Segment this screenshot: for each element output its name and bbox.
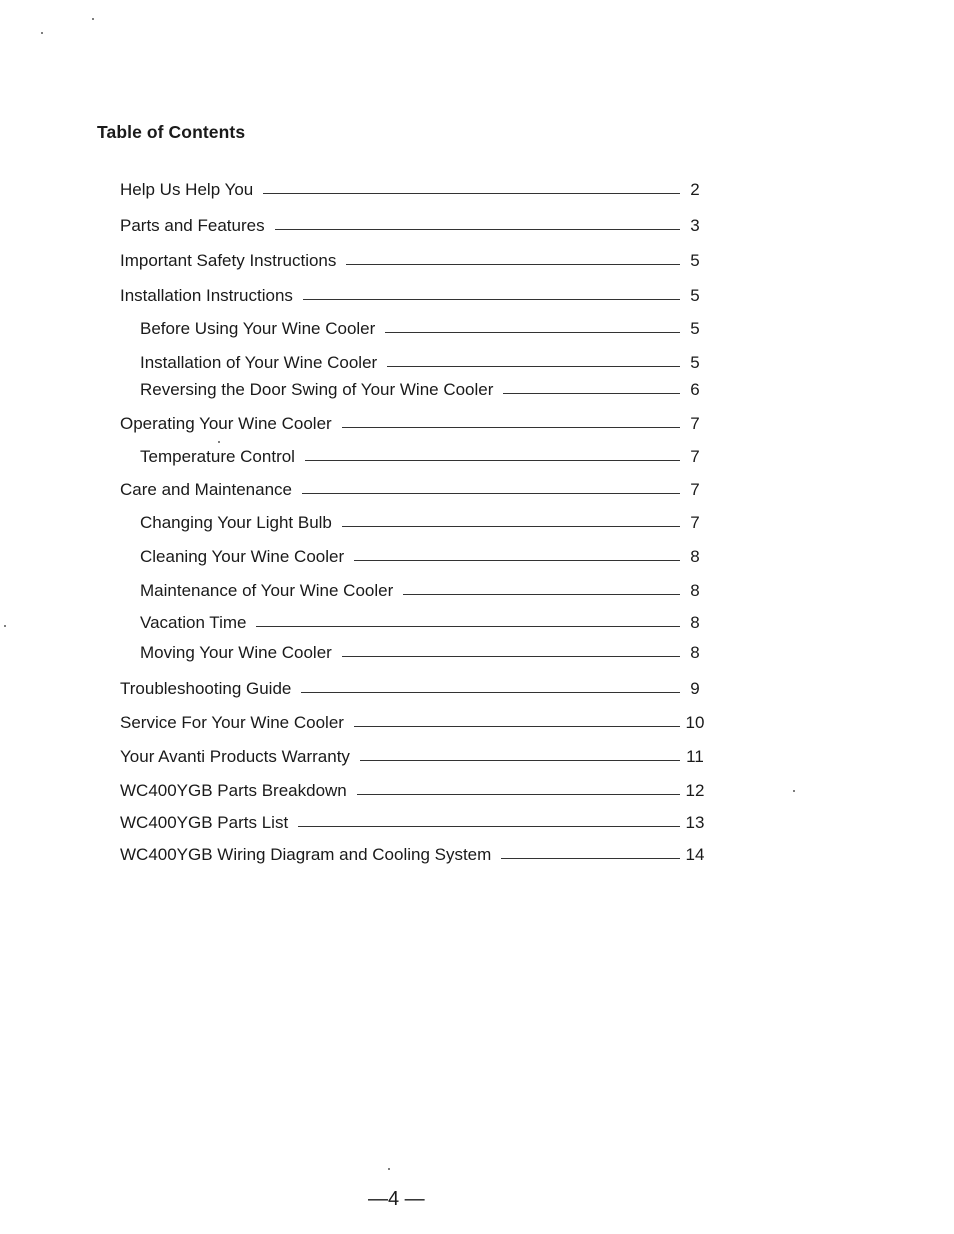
toc-entry-title: Maintenance of Your Wine Cooler <box>140 581 394 600</box>
toc-entry-title: Installation of Your Wine Cooler <box>140 353 378 372</box>
toc-subentry <box>140 509 710 533</box>
leader-line <box>385 332 680 333</box>
leader-line <box>342 656 680 657</box>
toc-entry <box>120 476 710 500</box>
toc-entry-title: Vacation Time <box>140 613 247 632</box>
leader-line <box>342 526 680 527</box>
toc-entry <box>120 410 710 434</box>
leader-line <box>305 460 680 461</box>
toc-entry-title: Operating Your Wine Cooler <box>120 414 332 433</box>
toc-entry-title: Parts and Features <box>120 216 265 235</box>
toc-entry-page: 5 <box>690 286 700 305</box>
toc-entry <box>120 212 710 236</box>
toc-subentry <box>140 349 710 373</box>
leader-line <box>387 366 680 367</box>
toc-entry-page: 3 <box>690 216 700 235</box>
toc-entry-page: 5 <box>690 251 700 270</box>
scan-speck <box>388 1168 390 1170</box>
toc-entry <box>120 777 710 801</box>
leader-line <box>256 626 680 627</box>
scan-speck <box>793 790 795 792</box>
toc-entry-page: 12 <box>685 781 705 800</box>
toc-entry-title: Troubleshooting Guide <box>120 679 292 698</box>
toc-entry-title: WC400YGB Wiring Diagram and Cooling System <box>120 845 492 864</box>
page-title: Table of Contents <box>97 122 246 142</box>
toc-subentry <box>140 609 710 633</box>
toc-entry-title: Care and Maintenance <box>120 480 293 499</box>
toc-entry-title: Cleaning Your Wine Cooler <box>140 547 345 566</box>
toc-entry-title: Service For Your Wine Cooler <box>120 713 344 732</box>
toc-entry <box>120 809 710 833</box>
scan-speck <box>218 441 220 443</box>
leader-line <box>298 826 680 827</box>
leader-line <box>501 858 680 859</box>
toc-entry-title: Installation Instructions <box>120 286 293 305</box>
toc-subentry <box>140 315 710 339</box>
toc-entry-title: Temperature Control <box>140 447 295 466</box>
toc-entry-page: 7 <box>690 414 700 433</box>
page-number: —4 — <box>368 1188 425 1210</box>
toc-entry-page: 2 <box>690 180 700 199</box>
toc-entry-title: WC400YGB Parts List <box>120 813 289 832</box>
toc-entry-page: 11 <box>686 747 704 766</box>
toc-entry <box>120 282 710 306</box>
leader-line <box>357 794 680 795</box>
toc-entry-title: Important Safety Instructions <box>120 251 337 270</box>
toc-subentry <box>140 577 710 601</box>
toc-entry-page: 8 <box>690 643 700 662</box>
toc-entry-page: 6 <box>690 380 700 399</box>
leader-line <box>342 427 680 428</box>
scan-speck <box>4 625 6 627</box>
toc-subentry <box>140 639 710 663</box>
toc-entry-page: 8 <box>690 547 700 566</box>
leader-line <box>263 193 680 194</box>
toc-entry-page: 7 <box>690 513 700 532</box>
toc-entry-page: 14 <box>685 845 705 864</box>
toc-entry-page: 13 <box>685 813 705 832</box>
leader-line <box>275 229 680 230</box>
toc-entry <box>120 675 710 699</box>
toc-entry-title: Your Avanti Products Warranty <box>120 747 350 766</box>
toc-entry <box>120 176 710 200</box>
leader-line <box>403 594 680 595</box>
toc-entry-page: 8 <box>690 613 700 632</box>
toc-entry-title: Help Us Help You <box>120 180 254 199</box>
leader-line <box>503 393 680 394</box>
leader-line <box>303 299 680 300</box>
scan-speck <box>92 18 94 20</box>
toc-entry-title: Reversing the Door Swing of Your Wine Cooler <box>140 380 494 399</box>
toc-entry-title: Moving Your Wine Cooler <box>140 643 332 662</box>
toc-entry-page: 7 <box>690 480 700 499</box>
toc-entry-page: 5 <box>690 319 700 338</box>
toc-entry-page: 9 <box>690 679 700 698</box>
leader-line <box>354 726 680 727</box>
toc-entry-title: WC400YGB Parts Breakdown <box>120 781 347 800</box>
toc-entry-page: 7 <box>690 447 700 466</box>
toc-entry <box>120 247 710 271</box>
leader-line <box>301 692 680 693</box>
leader-line <box>354 560 680 561</box>
leader-line <box>360 760 680 761</box>
leader-line <box>302 493 680 494</box>
leader-line <box>346 264 680 265</box>
toc-entry <box>120 743 710 767</box>
toc-entry-page: 5 <box>690 353 700 372</box>
toc-entry-title: Changing Your Light Bulb <box>140 513 332 532</box>
scan-speck <box>41 32 43 34</box>
toc-entry-page: 8 <box>690 581 700 600</box>
toc-subentry <box>140 376 710 400</box>
toc-entry-title: Before Using Your Wine Cooler <box>140 319 376 338</box>
toc-entry <box>120 841 710 865</box>
toc-entry <box>120 709 710 733</box>
toc-subentry <box>140 443 710 467</box>
toc-subentry <box>140 543 710 567</box>
toc-entry-page: 10 <box>685 713 705 732</box>
